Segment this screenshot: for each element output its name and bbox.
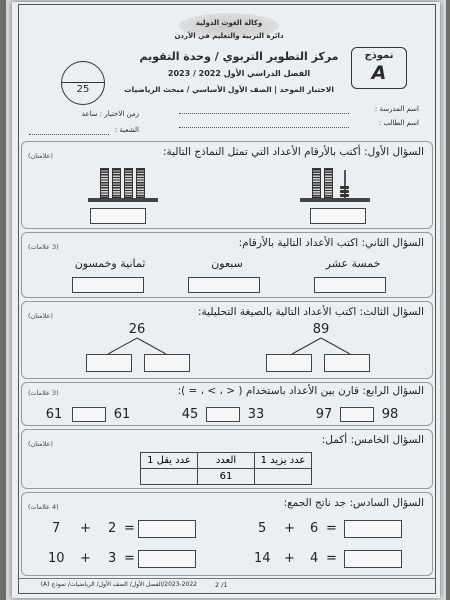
- q6-p1-b: 6: [310, 521, 319, 536]
- q4-pair1-answer[interactable]: [340, 407, 374, 422]
- question-2: [21, 232, 433, 298]
- model-label: نموذج: [364, 50, 394, 61]
- q4-pair1-right: 97: [315, 407, 333, 422]
- footer-info: 2023-2022/الفصل الأول/ الصف الأول/ الرياضيات/ نموذج (A): [40, 581, 197, 588]
- question-6: [21, 492, 433, 576]
- q6-p4-a: 10: [48, 551, 65, 566]
- q6-p2-answer[interactable]: [138, 520, 196, 538]
- q1-title: السؤال الأول: أكتب بالأرقام الأعداد التي تمثل النماذج التالية:: [162, 146, 424, 158]
- student-label: اسم الطالب :: [378, 119, 419, 127]
- q6-p2-eq: =: [124, 521, 135, 536]
- q1-answer-right[interactable]: [310, 208, 366, 224]
- abacus-right: [300, 164, 370, 206]
- q1-marks: (علامتان): [28, 152, 54, 160]
- q3-answer-2b[interactable]: [144, 354, 190, 372]
- section-line[interactable]: [29, 134, 109, 135]
- q4-pair2-right: 45: [181, 407, 199, 422]
- q3-answer-2a[interactable]: [86, 354, 132, 372]
- semester-text: الفصل الدراسي الأول 2022 / 2023: [167, 69, 311, 78]
- q5-number: 61: [198, 469, 255, 485]
- q6-p3-a: 14: [254, 551, 271, 566]
- q4-marks: (3 علامات): [28, 389, 59, 397]
- school-label: اسم المدرسة :: [374, 105, 419, 113]
- q4-pair2-answer[interactable]: [206, 407, 240, 422]
- q6-p3-b: 4: [310, 551, 319, 566]
- q6-p2-op: +: [80, 521, 91, 536]
- q2-word-3: ثمانية وخمسون: [74, 257, 146, 270]
- q5-marks: (علامتان): [28, 440, 54, 448]
- q3-number-2: 26: [128, 322, 146, 337]
- q2-word-1: خمسة عشر: [325, 257, 381, 270]
- q6-p1-a: 5: [258, 521, 267, 536]
- page-number: 2 /1: [215, 581, 228, 589]
- q5-header-plus-one: عدد يزيد 1: [255, 453, 312, 469]
- q6-p1-op: +: [284, 521, 295, 536]
- q6-p4-op: +: [80, 551, 91, 566]
- q6-marks: (4 علامات): [28, 503, 59, 511]
- footer-divider: [19, 578, 435, 579]
- q5-table: [140, 452, 312, 485]
- question-3: [21, 301, 433, 379]
- q6-p4-eq: =: [124, 551, 135, 566]
- q3-marks: (علامتان): [28, 312, 54, 320]
- q3-answer-1a[interactable]: [266, 354, 312, 372]
- question-1: [21, 141, 433, 229]
- exam-time: زمن الاختبار : ساعة: [81, 110, 139, 118]
- model-letter: A: [371, 62, 387, 84]
- q5-answer-minus-one[interactable]: [141, 469, 198, 485]
- q2-word-2: سبعون: [211, 257, 243, 270]
- q5-answer-plus-one[interactable]: [255, 469, 312, 485]
- q2-answer-3[interactable]: [72, 277, 144, 293]
- q6-p3-eq: =: [326, 551, 337, 566]
- question-4: [21, 382, 433, 426]
- q3-number-1: 89: [312, 322, 330, 337]
- department-name: دائرة التربية والتعليم في الأردن: [174, 32, 284, 40]
- score-circle: [61, 61, 105, 105]
- q5-title: السؤال الخامس: أكمل:: [321, 434, 424, 446]
- exam-frame: [18, 4, 436, 594]
- total-score: 25: [76, 84, 90, 95]
- q6-p1-answer[interactable]: [344, 520, 402, 538]
- q6-title: السؤال السادس: جد ناتج الجمع:: [283, 497, 424, 509]
- q2-marks: (3 علامات): [28, 243, 59, 251]
- q2-answer-1[interactable]: [314, 277, 386, 293]
- q6-p3-answer[interactable]: [344, 550, 402, 568]
- exam-title: الاختبار الموحد | الصف الأول الأساسي / مبحث الرياضيات: [124, 85, 334, 94]
- q4-pair2-left: 33: [247, 407, 265, 422]
- model-box: [351, 47, 407, 89]
- section-label: الشعبة :: [114, 126, 139, 134]
- q3-title: السؤال الثالث: اكتب الأعداد التالية بالصيغة التحليلية:: [198, 306, 424, 318]
- q2-title: السؤال الثاني: اكتب الأعداد التالية بالأرقام:: [238, 237, 424, 249]
- q4-pair3-left: 61: [113, 407, 131, 422]
- q6-p4-b: 3: [108, 551, 117, 566]
- q5-header-minus-one: عدد يقل 1: [141, 453, 198, 469]
- q3-answer-1b[interactable]: [324, 354, 370, 372]
- q1-answer-left[interactable]: [90, 208, 146, 224]
- q5-header-number: العدد: [198, 453, 255, 469]
- q4-title: السؤال الرابع: قارن بين الأعداد باستخدام ( < ، > ، = ):: [177, 385, 424, 397]
- school-line[interactable]: [179, 113, 349, 114]
- q6-p4-answer[interactable]: [138, 550, 196, 568]
- q4-pair3-answer[interactable]: [72, 407, 106, 422]
- q2-answer-2[interactable]: [188, 277, 260, 293]
- q4-pair1-left: 98: [381, 407, 399, 422]
- agency-name: وكالة الغوث الدولية: [195, 19, 263, 27]
- question-5: [21, 429, 433, 489]
- center-name: مركز التطوير التربوي / وحدة التقويم: [139, 50, 339, 63]
- student-line[interactable]: [179, 127, 349, 128]
- abacus-left: [88, 164, 158, 206]
- q6-p3-op: +: [284, 551, 295, 566]
- q6-p1-eq: =: [326, 521, 337, 536]
- q4-pair3-right: 61: [45, 407, 63, 422]
- q3-branch-lines: [22, 302, 434, 380]
- q6-p2-a: 7: [52, 521, 61, 536]
- q6-p2-b: 2: [108, 521, 117, 536]
